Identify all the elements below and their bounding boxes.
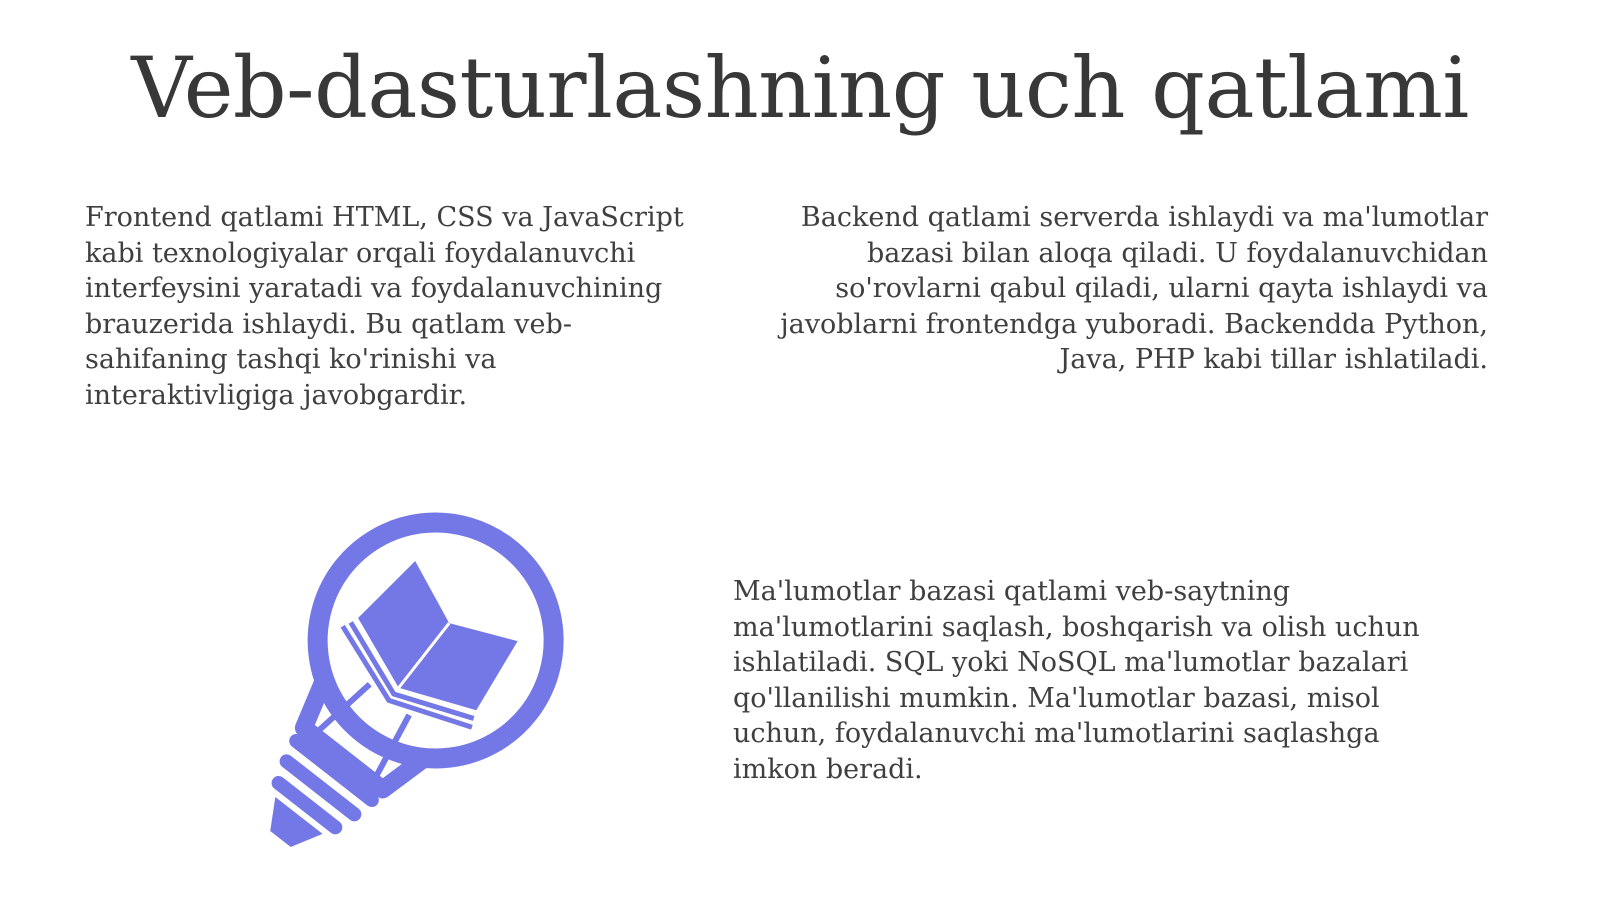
database-paragraph: Ma'lumotlar bazasi qatlami veb-saytning ma'lumotlarini saqlash, boshqarish va olish uchun ishlatiladi. SQL yoki NoSQL ma'lumotlar bazalari qo'llanilishi mumkin. Ma'lumotlar bazasi, misol uchun, foydalanuvchi ma'lumotlarini saqlashga imkon beradi. <box>733 576 1420 785</box>
backend-paragraph: Backend qatlami serverda ishlaydi va ma'lumotlar bazasi bilan aloqa qiladi. U foydalanuvchidan so'rovlarni qabul qiladi, ularni qayta ishlaydi va javoblarni frontendga yuboradi. Backendda Python, Java, PHP kabi tillar ishlatiladi. <box>780 202 1488 375</box>
lightbulb-book-icon <box>196 492 626 852</box>
frontend-paragraph: Frontend qatlami HTML, CSS va JavaScript kabi texnologiyalar orqali foydalanuvchi interfeysini yaratadi va foydalanuvchining brauzerida ishlaydi. Bu qatlam veb-sahifaning tashqi ko'rinishi va interaktivligiga javobgardir. <box>85 202 684 411</box>
slide-title: Veb-dasturlashning uch qatlami <box>131 39 1469 137</box>
